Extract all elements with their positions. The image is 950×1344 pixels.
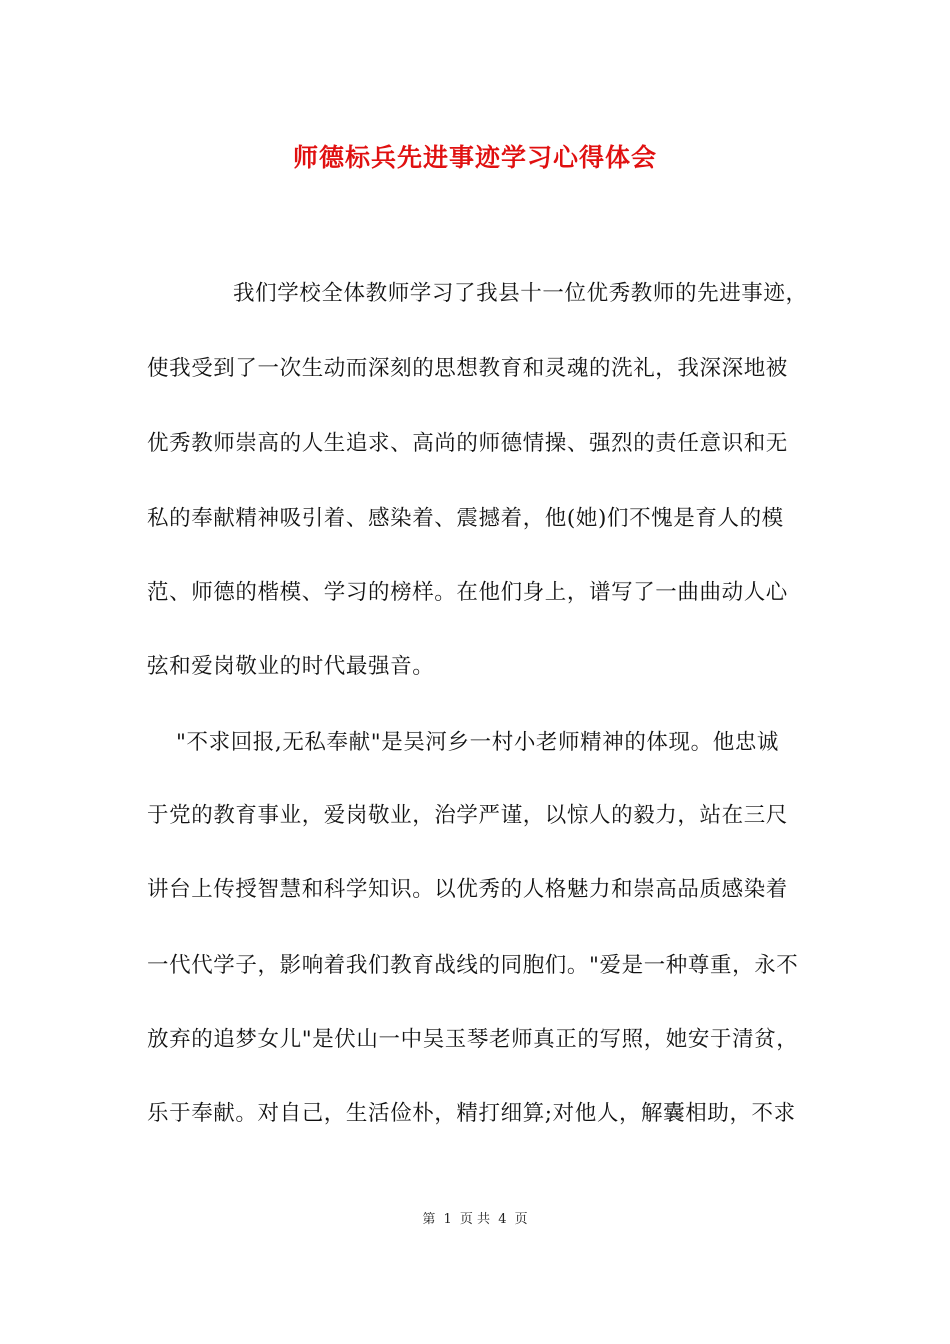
body-line: 私的奉献精神吸引着、感染着、震撼着，他(她)们不愧是育人的模 (147, 506, 784, 531)
body-line: 使我受到了一次生动而深刻的思想教育和灵魂的洗礼，我深深地被 (147, 356, 788, 381)
body-line: 我们学校全体教师学习了我县十一位优秀教师的先进事迹， (233, 281, 808, 306)
page-label-prefix: 第 (422, 1212, 436, 1227)
page-number (0, 1208, 950, 1227)
body-line: 优秀教师崇高的人生追求、高尚的师德情操、强烈的责任意识和无 (147, 431, 788, 456)
body-line: 放弃的追梦女儿"是伏山一中吴玉琴老师真正的写照，她安于清贫， (147, 1027, 799, 1052)
body-line: "不求回报,无私奉献"是吴河乡一村小老师精神的体现。他忠诚 (176, 730, 780, 755)
body-line: 乐于奉献。对自己，生活俭朴，精打细算;对他人，解囊相助，不求 (147, 1101, 796, 1126)
body-line: 范、师德的楷模、学习的榜样。在他们身上，谱写了一曲曲动人心 (147, 580, 788, 605)
body-line: 弦和爱岗敬业的时代最强音。 (147, 654, 435, 679)
page-label-mid: 页 共 (459, 1212, 491, 1227)
page-label-suffix: 页 (514, 1212, 528, 1227)
body-line: 于党的教育事业，爱岗敬业，治学严谨，以惊人的毅力，站在三尺 (147, 803, 788, 828)
body-line: 讲台上传授智慧和科学知识。以优秀的人格魅力和崇高品质感染着 (147, 877, 788, 902)
total-pages: 4 (498, 1212, 507, 1227)
current-page: 1 (443, 1212, 452, 1227)
body-line: 一代代学子，影响着我们教育战线的同胞们。"爱是一种尊重，永不 (147, 953, 799, 978)
document-title: 师德标兵先进事迹学习心得体会 (292, 143, 657, 172)
